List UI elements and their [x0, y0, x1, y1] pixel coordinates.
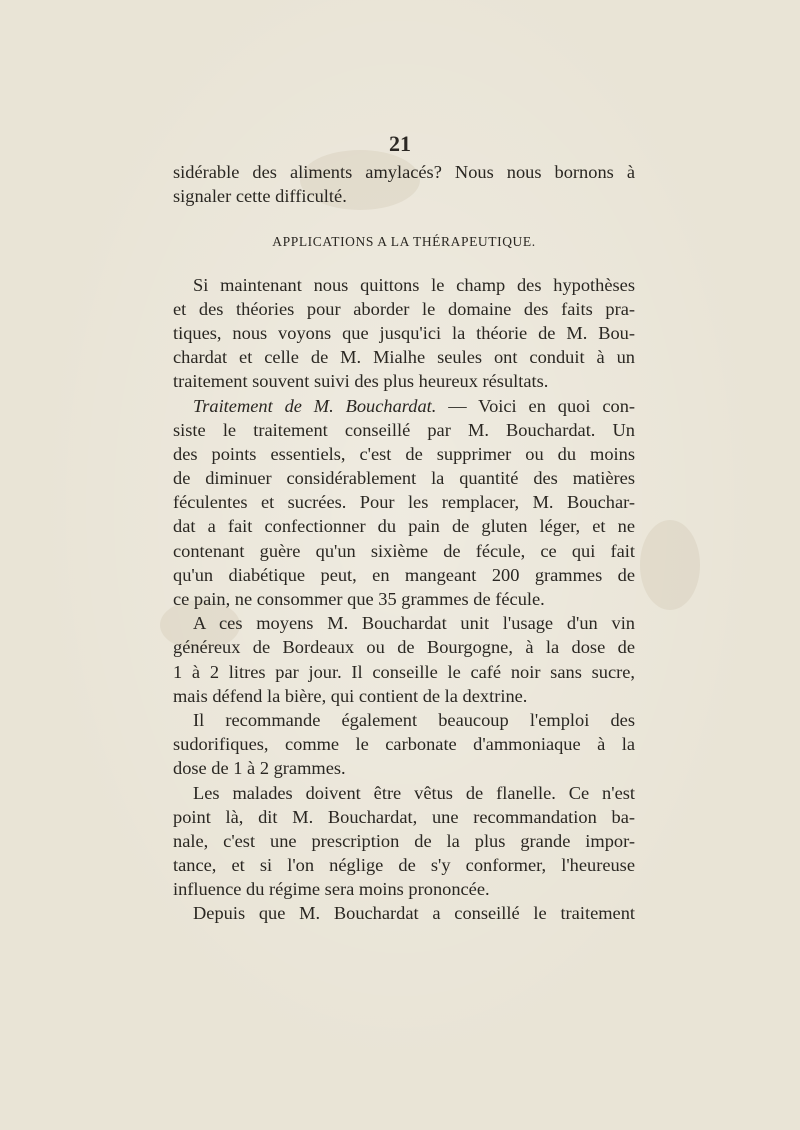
text-line: des points essentiels, c'est de supprimer ou du moins [173, 443, 635, 464]
text-line: ce pain, ne consommer que 35 grammes de fécule. [173, 589, 545, 609]
text-line: Il recommande également beaucoup l'emploi des [193, 709, 635, 730]
text-line: tance, et si l'on néglige de s'y conformer, l'heureuse [173, 855, 635, 876]
text-line: qu'un diabétique peut, en mangeant 200 grammes de [173, 564, 635, 585]
text-line: traitement souvent suivi des plus heureux résultats. [173, 371, 549, 392]
text-line: dose de 1 à 2 grammes. [173, 758, 346, 779]
text-line: influence du régime sera moins prononcée. [173, 879, 490, 900]
text-line: nale, c'est une prescription de la plus grande impor- [173, 830, 635, 851]
text-line: dat a fait confectionner du pain de gluten léger, et ne [173, 516, 635, 537]
text-line: tiques, nous voyons que jusqu'ici la théorie de M. Bou- [173, 322, 635, 343]
text-line: signaler cette difficulté. [173, 186, 347, 207]
text-line [173, 394, 635, 418]
text-line: A ces moyens M. Bouchardat unit l'usage d'un vin [193, 613, 635, 634]
text-line: généreux de Bordeaux ou de Bourgogne, à la dose de [173, 637, 635, 658]
page-number: 21 [389, 131, 411, 156]
section-heading: APPLICATIONS A LA THÉRAPEUTIQUE. [272, 234, 536, 250]
text-line: Depuis que M. Bouchardat a conseillé le traitement [193, 903, 635, 924]
text-line: et des théories pour aborder le domaine des faits pra- [173, 298, 635, 319]
text-line: 1 à 2 litres par jour. Il conseille le café noir sans sucre, [173, 661, 635, 682]
text-line: point là, dit M. Bouchardat, une recommandation ba- [173, 806, 635, 827]
text-line: de diminuer considérablement la quantité des matières [173, 468, 635, 489]
text-fragment: — Voici en quoi con- [436, 395, 636, 416]
text-line: mais défend la bière, qui contient de la dextrine. [173, 685, 528, 706]
subsection-title: Traitement de M. Bouchardat. [193, 395, 437, 416]
text-line: Si maintenant nous quittons le champ des hypothèses [193, 274, 635, 295]
text-line: féculentes et sucrées. Pour les remplacer, M. Bouchar- [173, 492, 635, 513]
text-line: sidérable des aliments amylacés? Nous nous bornons à [173, 162, 635, 182]
text-line: chardat et celle de M. Mialhe seules ont conduit à un [173, 347, 635, 368]
body-text [173, 160, 635, 926]
text-line: sudorifiques, comme le carbonate d'ammoniaque à la [173, 734, 635, 755]
text-line: contenant guère qu'un sixième de fécule, ce qui fait [173, 540, 635, 561]
paper-stain [640, 520, 700, 610]
text-line: Les malades doivent être vêtus de flanelle. Ce n'est [193, 782, 635, 803]
text-line: siste le traitement conseillé par M. Bouchardat. Un [173, 419, 635, 440]
